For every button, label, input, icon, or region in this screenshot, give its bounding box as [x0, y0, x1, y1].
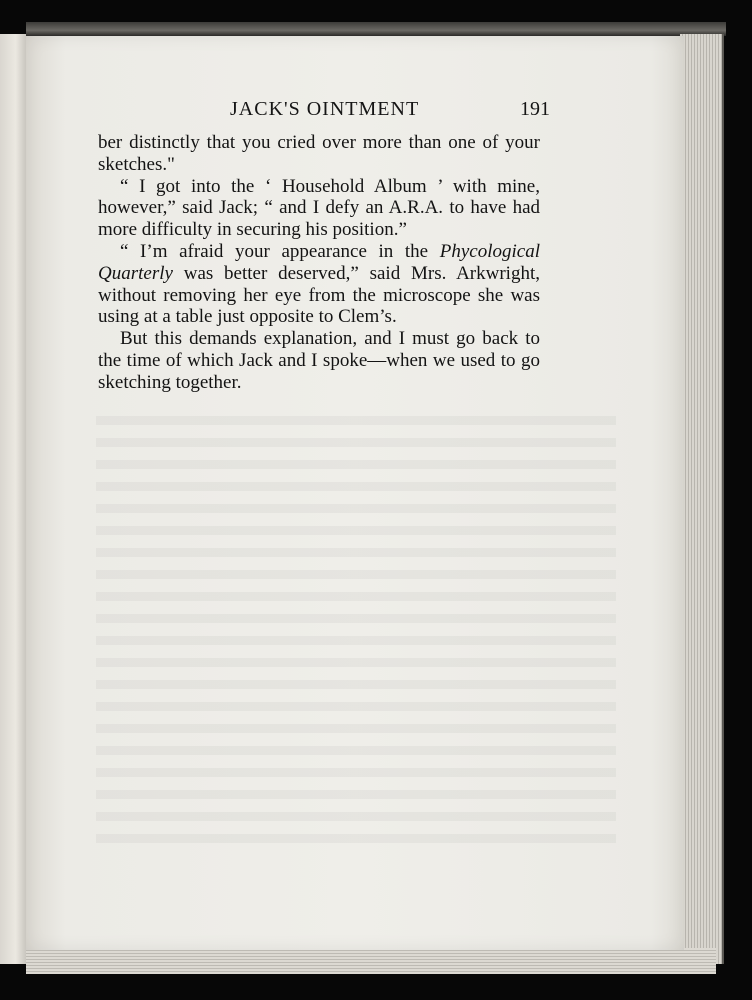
running-title: JACK'S OINTMENT	[230, 98, 420, 120]
page-bottom-edge	[26, 948, 716, 974]
book-page	[26, 36, 684, 950]
paragraph-continuation: ber distinctly that you cried over more than one of your sketches."	[98, 132, 540, 175]
page-stack-edge	[680, 34, 724, 964]
body-text	[98, 132, 540, 394]
journal-title: Phycological Quarterly	[98, 240, 540, 284]
paragraph-household-album: “ I got into the ‘ Household Album ’ with mine, however,” said Jack; “ and I defy an A.R.A. to have had more difficulty in securing his position.”	[98, 175, 540, 241]
quote-start: “ I’m afraid your appearance in the	[120, 240, 440, 262]
facing-page-edge	[0, 34, 27, 964]
page-number: 191	[520, 98, 550, 120]
paragraph-phycological	[98, 241, 540, 328]
binding-edge	[26, 22, 726, 36]
show-through-texture	[96, 416, 616, 856]
quote-end: was better deserved,” said Mrs. Arkwright, without removing her eye from the microscope she was using at a table just opposite to Clem’s.	[98, 262, 540, 328]
paragraph-explanation: But this demands explanation, and I must go back to the time of which Jack and I spoke—when we used to go sketching together.	[98, 328, 540, 393]
running-head	[98, 98, 568, 124]
